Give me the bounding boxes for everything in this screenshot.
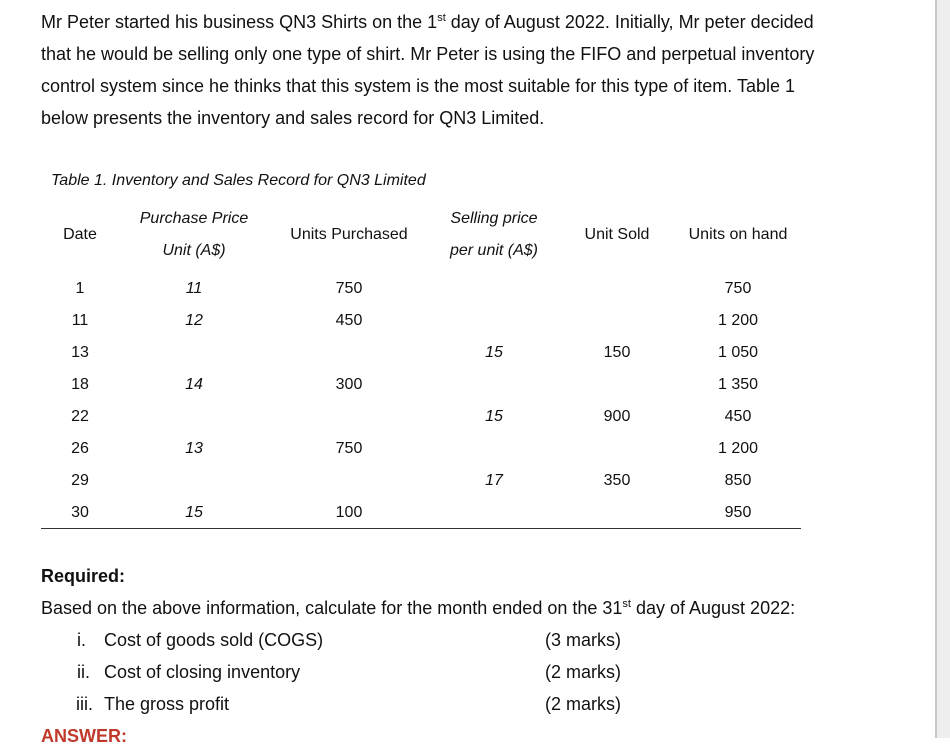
- cell-units-on-hand: 1 350: [717, 376, 759, 393]
- cell-units-purchased: 450: [335, 312, 363, 329]
- answer-label: ANSWER:: [41, 726, 127, 746]
- page-gutter: [935, 0, 950, 738]
- cell-unit-sold: 900: [603, 408, 631, 425]
- cell-date: 26: [71, 440, 89, 457]
- required-text-part-1: Based on the above information, calculate for the month ended on the 31: [41, 598, 623, 618]
- required-superscript: st: [622, 598, 631, 610]
- cell-date: 22: [71, 408, 89, 425]
- cell-date: 30: [71, 504, 89, 521]
- intro-paragraph: [41, 6, 841, 134]
- question-text: The gross profit: [104, 694, 230, 714]
- question-text: Cost of closing inventory: [104, 662, 301, 682]
- cell-units-on-hand: 1 200: [717, 440, 759, 457]
- cell-selling-price: 15: [485, 344, 503, 361]
- question-marks: (2 marks): [545, 694, 621, 714]
- cell-units-on-hand: 450: [724, 408, 752, 425]
- intro-superscript: st: [437, 12, 446, 24]
- cell-purchase-price: 11: [185, 280, 203, 297]
- required-heading: Required:: [41, 566, 126, 586]
- question-number: i.: [77, 630, 86, 650]
- cell-date: 11: [71, 312, 89, 329]
- cell-units-on-hand: 850: [724, 472, 752, 489]
- cell-units-on-hand: 1 200: [717, 312, 759, 329]
- cell-units-purchased: 100: [335, 504, 363, 521]
- header-purchase-price-line-1: Purchase Price: [139, 210, 249, 227]
- required-text-part-2: day of August 2022:: [630, 598, 796, 618]
- required-instruction: [41, 598, 795, 619]
- header-units-on-hand: Units on hand: [688, 226, 788, 243]
- header-purchase-price-line-2: Unit (A$): [162, 242, 226, 259]
- cell-units-purchased: 750: [335, 440, 363, 457]
- cell-date: 18: [71, 376, 89, 393]
- cell-units-purchased: 750: [335, 280, 363, 297]
- question-marks: (3 marks): [545, 630, 621, 650]
- cell-units-purchased: 300: [335, 376, 363, 393]
- cell-selling-price: 17: [485, 472, 503, 489]
- cell-purchase-price: 13: [185, 440, 203, 457]
- intro-text-part-2: day of August 2022. Initially, Mr peter decided that he would be selling only one type of shirt. Mr Peter is using the FIFO and perpetual inventory control system since he thinks that this system is the most suitable for this type of item. Table 1 below presents the inventory and sales record for QN3 Limited.: [41, 12, 815, 128]
- question-number: iii.: [76, 694, 93, 714]
- table-caption: Table 1. Inventory and Sales Record for QN3 Limited: [51, 172, 426, 189]
- cell-date: 29: [71, 472, 89, 489]
- cell-unit-sold: 150: [603, 344, 631, 361]
- question-number: ii.: [77, 662, 90, 682]
- header-date: Date: [63, 226, 97, 243]
- cell-date: 13: [71, 344, 89, 361]
- question-marks: (2 marks): [545, 662, 621, 682]
- cell-unit-sold: 350: [603, 472, 631, 489]
- table-bottom-rule: [41, 528, 801, 529]
- page-edge: [935, 0, 937, 738]
- cell-purchase-price: 14: [185, 376, 203, 393]
- header-selling-price-line-1: Selling price: [450, 210, 538, 227]
- header-units-purchased: Units Purchased: [290, 226, 408, 243]
- intro-text-part-1: Mr Peter started his business QN3 Shirts on the 1: [41, 12, 438, 32]
- cell-units-on-hand: 950: [724, 504, 752, 521]
- cell-purchase-price: 15: [185, 504, 203, 521]
- header-unit-sold: Unit Sold: [584, 226, 650, 243]
- cell-units-on-hand: 1 050: [717, 344, 759, 361]
- cell-purchase-price: 12: [185, 312, 203, 329]
- header-selling-price-line-2: per unit (A$): [449, 242, 539, 259]
- cell-selling-price: 15: [485, 408, 503, 425]
- cell-date: 1: [75, 280, 85, 297]
- question-text: Cost of goods sold (COGS): [104, 630, 324, 650]
- cell-units-on-hand: 750: [724, 280, 752, 297]
